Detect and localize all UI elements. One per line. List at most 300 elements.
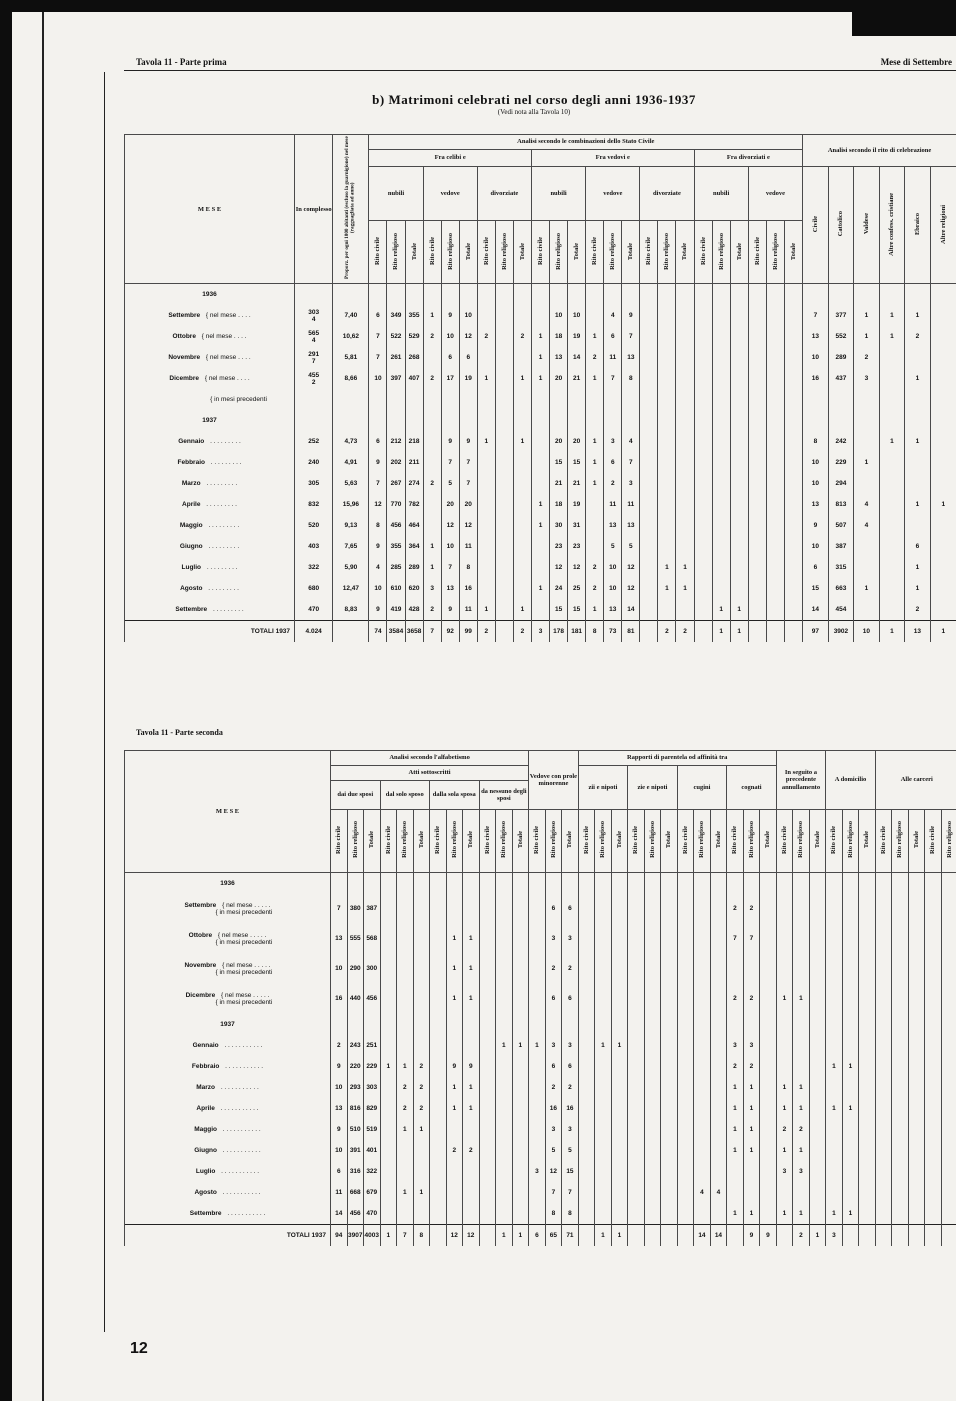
t2-value-cell: 2 bbox=[727, 1056, 744, 1077]
t2-value-cell: 2 bbox=[413, 1098, 430, 1119]
t2-leaf-rito-religioso-text: Rito religioso bbox=[896, 821, 904, 859]
t2-value-cell bbox=[479, 1119, 496, 1140]
t1-value-cell bbox=[766, 452, 784, 473]
t1-leaf-totale bbox=[730, 221, 748, 284]
document-page bbox=[12, 12, 956, 1401]
t1-value-cell bbox=[676, 326, 694, 347]
t1-value-cell: 4 bbox=[622, 431, 640, 452]
t1-value-cell bbox=[784, 473, 802, 494]
t1-value-cell: 1 bbox=[477, 368, 495, 389]
t1-empty-cell bbox=[477, 389, 495, 410]
t1-value-cell: 1 bbox=[423, 305, 441, 326]
t2-leaf-rito-religioso-text: Rito religioso bbox=[648, 821, 656, 859]
t1-leaf-rito-religioso-text: Rito religioso bbox=[717, 232, 725, 270]
t2-value-cell bbox=[892, 1203, 909, 1225]
t1-sub-nubili: nubili bbox=[531, 167, 585, 221]
t2-value-cell bbox=[496, 1140, 513, 1161]
page-number: 12 bbox=[130, 1340, 148, 1357]
t1-value-cell: 9 bbox=[369, 452, 387, 473]
t1-totals-cell bbox=[766, 621, 784, 643]
t2-value-cell bbox=[760, 954, 777, 984]
t2-leaf-totale-text: Totale bbox=[417, 831, 425, 849]
t2-leaf-rito-civile bbox=[727, 810, 744, 873]
t2-value-cell bbox=[595, 1056, 612, 1077]
t1-value-cell: 18 bbox=[550, 494, 568, 515]
t1-value-cell bbox=[477, 305, 495, 326]
t2-value-cell bbox=[628, 954, 645, 984]
t2-value-cell bbox=[925, 1098, 942, 1119]
t2-empty-cell bbox=[397, 1014, 414, 1035]
t1-value-cell bbox=[513, 452, 531, 473]
t2-value-cell: 16 bbox=[545, 1098, 562, 1119]
t1-rito-value-cell: 6 bbox=[803, 557, 829, 578]
t1-value-cell bbox=[658, 515, 676, 536]
t1-value-cell bbox=[640, 578, 658, 599]
t2-value-cell bbox=[595, 1119, 612, 1140]
t1-value-cell bbox=[676, 452, 694, 473]
t2-value-cell bbox=[677, 924, 694, 954]
t2-value-cell bbox=[430, 1161, 447, 1182]
t1-value-cell: 2 bbox=[477, 326, 495, 347]
t2-leaf-totale bbox=[859, 810, 876, 873]
t1-rito-ebraico-text: Ebraico bbox=[913, 212, 921, 236]
t2-empty-cell bbox=[809, 1014, 826, 1035]
t1-value-cell bbox=[694, 326, 712, 347]
t2-leaf-totale bbox=[512, 810, 529, 873]
t2-value-cell bbox=[512, 1098, 529, 1119]
t2-leaf-rito-civile bbox=[826, 810, 843, 873]
t2-value-cell bbox=[380, 1140, 397, 1161]
t2-value-cell bbox=[694, 1140, 711, 1161]
t1-value-cell bbox=[766, 557, 784, 578]
t1-value-cell bbox=[531, 473, 549, 494]
t1-empty-cell bbox=[730, 284, 748, 306]
t2-empty-cell bbox=[413, 873, 430, 895]
t2-leaf-rito-religioso-text: Rito religioso bbox=[351, 821, 359, 859]
t2-value-cell bbox=[595, 954, 612, 984]
t2-value-cell: 1 bbox=[826, 1098, 843, 1119]
t2-leaf-rito-civile-text: Rito civile bbox=[681, 825, 689, 854]
t2-value-cell bbox=[644, 1140, 661, 1161]
t1-value-cell bbox=[513, 494, 531, 515]
t1-totals-rito-cell: 10 bbox=[854, 621, 880, 643]
t2-month-name: Settembre bbox=[189, 1209, 222, 1217]
t2-value-cell: 1 bbox=[463, 984, 480, 1014]
scan-border-corner bbox=[852, 12, 956, 36]
t2-value-cell bbox=[875, 1161, 892, 1182]
t2-value-cell bbox=[875, 894, 892, 924]
t2-value-cell bbox=[694, 1203, 711, 1225]
t2-value-cell bbox=[628, 894, 645, 924]
t2-value-cell: 1 bbox=[743, 1119, 760, 1140]
t2-value-cell bbox=[925, 984, 942, 1014]
t2-value-cell: 3 bbox=[545, 1035, 562, 1056]
t1-value-cell bbox=[513, 536, 531, 557]
t2-value-cell bbox=[826, 894, 843, 924]
t2-value-cell: 293 bbox=[347, 1077, 364, 1098]
t1-value-cell: 2 bbox=[423, 326, 441, 347]
t2-value-cell: 2 bbox=[331, 1035, 348, 1056]
t2-value-cell bbox=[595, 1098, 612, 1119]
t2-leaf-rito-religioso-text: Rito religioso bbox=[846, 821, 854, 859]
t1-data-row bbox=[125, 578, 956, 599]
t1-value-cell: 1 bbox=[586, 452, 604, 473]
t1-value-cell: 355 bbox=[387, 536, 405, 557]
t2-month-dots: . . . . . . . . . . . bbox=[223, 1062, 264, 1070]
t2-value-cell bbox=[793, 894, 810, 924]
t1-value-cell: 12 bbox=[568, 557, 586, 578]
header-left: Tavola 11 - Parte prima bbox=[136, 57, 227, 67]
t1-value-cell bbox=[730, 368, 748, 389]
t2-value-cell: 6 bbox=[562, 1056, 579, 1077]
t1-leaf-rito-civile bbox=[369, 221, 387, 284]
t2-empty-cell bbox=[529, 873, 546, 895]
t2-value-cell: 2 bbox=[743, 1056, 760, 1077]
t2-value-cell bbox=[413, 1140, 430, 1161]
t1-value-cell: 15 bbox=[550, 599, 568, 621]
t2-value-cell bbox=[380, 894, 397, 924]
t1-value-cell: 9 bbox=[622, 305, 640, 326]
t2-value-cell bbox=[628, 984, 645, 1014]
t1-rito-value-cell bbox=[930, 305, 956, 326]
t2-value-cell bbox=[776, 1182, 793, 1203]
t2-data-row bbox=[125, 1161, 956, 1182]
t1-value-cell bbox=[495, 368, 513, 389]
t2-value-cell bbox=[578, 1161, 595, 1182]
t2-value-cell: 1 bbox=[727, 1077, 744, 1098]
t2-month-sub: { nel mese . . . . . bbox=[216, 931, 267, 939]
t2-value-cell: 4 bbox=[710, 1182, 727, 1203]
t1-leaf-rito-civile-text: Rito civile bbox=[753, 237, 761, 266]
t2-value-cell bbox=[760, 894, 777, 924]
t1-empty-cell bbox=[622, 284, 640, 306]
t1-empty-cell bbox=[387, 410, 405, 431]
t2-value-cell: 8 bbox=[562, 1203, 579, 1225]
t1-in-complesso-value: 322 bbox=[295, 557, 333, 578]
t1-value-cell: 2 bbox=[423, 368, 441, 389]
t1-value-cell: 17 bbox=[441, 368, 459, 389]
t2-leaf-rito-religioso bbox=[941, 810, 956, 873]
t2-value-cell bbox=[710, 1161, 727, 1182]
t2-value-cell bbox=[908, 1119, 925, 1140]
t1-rito-value-cell bbox=[905, 515, 931, 536]
t2-empty-cell bbox=[512, 1014, 529, 1035]
t2-value-cell bbox=[611, 1140, 628, 1161]
t1-in-complesso-value: 240 bbox=[295, 452, 333, 473]
t1-value-cell: 2 bbox=[423, 599, 441, 621]
t1-value-cell bbox=[712, 326, 730, 347]
t2-empty-cell bbox=[644, 873, 661, 895]
t2-sub-sola-sposa: dalla sola sposa bbox=[430, 781, 480, 810]
t1-value-cell: 1 bbox=[730, 599, 748, 621]
t2-month-name: Febbraio bbox=[191, 1062, 220, 1070]
t1-value-cell bbox=[766, 494, 784, 515]
t1-rito-value-cell bbox=[930, 452, 956, 473]
t1-value-cell: 6 bbox=[604, 326, 622, 347]
t2-value-cell bbox=[380, 1098, 397, 1119]
t2-value-cell: 9 bbox=[446, 1056, 463, 1077]
t2-value-cell: 10 bbox=[331, 954, 348, 984]
t2-value-cell bbox=[512, 1161, 529, 1182]
t2-value-cell bbox=[776, 894, 793, 924]
t1-in-complesso-value: 252 bbox=[295, 431, 333, 452]
t2-value-cell bbox=[479, 1161, 496, 1182]
t1-rito-value-cell bbox=[905, 347, 931, 368]
t2-totals-cell bbox=[727, 1225, 744, 1247]
t2-empty-cell bbox=[545, 1014, 562, 1035]
t1-rito-value-cell bbox=[930, 473, 956, 494]
t2-totals-cell bbox=[628, 1225, 645, 1247]
t1-value-cell bbox=[748, 347, 766, 368]
t1-value-cell: 1 bbox=[513, 599, 531, 621]
t1-value-cell bbox=[784, 578, 802, 599]
t2-value-cell bbox=[859, 1203, 876, 1225]
t2-month-cell bbox=[125, 1056, 331, 1077]
t1-proporzione-value: 10,62 bbox=[333, 326, 369, 347]
t2-value-cell bbox=[859, 1161, 876, 1182]
t1-value-cell: 20 bbox=[568, 431, 586, 452]
t1-value-cell: 1 bbox=[513, 431, 531, 452]
t1-value-cell: 285 bbox=[387, 557, 405, 578]
t2-empty-cell bbox=[809, 873, 826, 895]
t2-value-cell bbox=[925, 954, 942, 984]
t2-empty-cell bbox=[842, 873, 859, 895]
t1-value-cell: 1 bbox=[423, 536, 441, 557]
t2-value-cell bbox=[661, 894, 678, 924]
t1-data-row bbox=[125, 452, 956, 473]
t2-value-cell bbox=[925, 1077, 942, 1098]
t2-value-cell: 1 bbox=[463, 1098, 480, 1119]
t1-empty-cell bbox=[712, 410, 730, 431]
t2-value-cell bbox=[859, 954, 876, 984]
t1-leaf-totale bbox=[513, 221, 531, 284]
t2-value-cell: 1 bbox=[446, 984, 463, 1014]
t1-value-cell bbox=[477, 536, 495, 557]
t1-leaf-rito-religioso-text: Rito religioso bbox=[392, 232, 400, 270]
t2-value-cell bbox=[842, 954, 859, 984]
t2-value-cell bbox=[908, 894, 925, 924]
t2-month-dots: . . . . . . . . . . . bbox=[222, 1041, 263, 1049]
t1-value-cell: 9 bbox=[459, 431, 477, 452]
t2-empty-cell bbox=[628, 873, 645, 895]
t1-value-cell bbox=[640, 326, 658, 347]
t2-empty-cell bbox=[512, 873, 529, 895]
t2-empty-cell bbox=[710, 873, 727, 895]
t1-sub-nubili: nubili bbox=[694, 167, 748, 221]
t1-rito-value-cell bbox=[930, 368, 956, 389]
t1-value-cell: 6 bbox=[441, 347, 459, 368]
t1-rito-value-cell bbox=[854, 536, 880, 557]
t1-empty-cell bbox=[550, 410, 568, 431]
t2-sub-zii-nipoti: zii e nipoti bbox=[578, 766, 628, 810]
t2-totals-row bbox=[125, 1225, 956, 1247]
t1-leaf-rito-religioso-text: Rito religioso bbox=[771, 232, 779, 270]
t2-value-cell bbox=[661, 954, 678, 984]
t1-month-dots: . . . . . . . . . bbox=[208, 438, 241, 446]
t2-value-cell bbox=[941, 894, 956, 924]
t1-rito-value-cell bbox=[930, 557, 956, 578]
t1-rito-value-cell bbox=[854, 473, 880, 494]
t1-month-name: Giugno bbox=[179, 543, 203, 551]
t2-empty-cell bbox=[694, 873, 711, 895]
t2-value-cell bbox=[529, 1098, 546, 1119]
t1-totals-cell: 81 bbox=[622, 621, 640, 643]
t1-value-cell bbox=[694, 368, 712, 389]
t2-leaf-totale-text: Totale bbox=[467, 831, 475, 849]
table-parte-seconda bbox=[124, 750, 956, 1246]
t2-value-cell bbox=[875, 1182, 892, 1203]
t2-value-cell bbox=[760, 1056, 777, 1077]
t1-empty-cell bbox=[905, 410, 931, 431]
t2-totals-cell bbox=[776, 1225, 793, 1247]
t1-value-cell bbox=[748, 305, 766, 326]
t1-totals-cell bbox=[694, 621, 712, 643]
t1-leaf-rito-civile bbox=[748, 221, 766, 284]
t1-value-cell: 529 bbox=[405, 326, 423, 347]
t2-value-cell bbox=[661, 1161, 678, 1182]
t1-month-cell bbox=[125, 599, 295, 621]
t1-value-cell bbox=[712, 305, 730, 326]
t1-data-row bbox=[125, 494, 956, 515]
t2-value-cell bbox=[826, 1182, 843, 1203]
t2-leaf-totale bbox=[611, 810, 628, 873]
t1-rito-value-cell: 8 bbox=[803, 431, 829, 452]
t2-value-cell: 3 bbox=[776, 1161, 793, 1182]
t2-empty-cell bbox=[776, 1014, 793, 1035]
t1-empty-cell bbox=[423, 410, 441, 431]
t2-leaf-rito-religioso bbox=[842, 810, 859, 873]
t2-value-cell bbox=[842, 894, 859, 924]
t2-value-cell bbox=[446, 1035, 463, 1056]
t2-value-cell: 1 bbox=[397, 1182, 414, 1203]
t2-value-cell bbox=[925, 1161, 942, 1182]
t1-totals-cell: 2 bbox=[676, 621, 694, 643]
t1-value-cell: 14 bbox=[568, 347, 586, 368]
t2-value-cell bbox=[941, 1203, 956, 1225]
t1-value-cell bbox=[495, 536, 513, 557]
t2-value-cell bbox=[529, 1203, 546, 1225]
t1-leaf-rito-religioso bbox=[712, 221, 730, 284]
t2-value-cell bbox=[512, 924, 529, 954]
t2-empty-cell bbox=[380, 1014, 397, 1035]
t1-data-row bbox=[125, 473, 956, 494]
t2-totals-cell: 14 bbox=[710, 1225, 727, 1247]
t2-leaf-rito-religioso bbox=[892, 810, 909, 873]
t1-value-cell bbox=[694, 431, 712, 452]
t1-rito-civile-text: Civile bbox=[811, 215, 819, 233]
t2-value-cell bbox=[595, 1161, 612, 1182]
t1-value-cell bbox=[676, 515, 694, 536]
t1-rito-value-cell bbox=[930, 515, 956, 536]
t2-value-cell bbox=[529, 984, 546, 1014]
t1-value-cell bbox=[694, 347, 712, 368]
t2-totals-cell: 3907 bbox=[347, 1225, 364, 1247]
t1-leaf-rito-civile-text: Rito civile bbox=[536, 237, 544, 266]
t2-sub-cugini: cugini bbox=[677, 766, 727, 810]
t2-leaf-rito-religioso bbox=[595, 810, 612, 873]
t2-value-cell bbox=[859, 1140, 876, 1161]
t1-value-cell bbox=[586, 515, 604, 536]
t2-totals-cell: 6 bbox=[529, 1225, 546, 1247]
t2-empty-cell bbox=[644, 1014, 661, 1035]
t2-value-cell bbox=[578, 1077, 595, 1098]
t2-value-cell bbox=[628, 1140, 645, 1161]
t2-empty-cell bbox=[760, 1014, 777, 1035]
t1-value-cell bbox=[676, 431, 694, 452]
t1-year-row bbox=[125, 410, 956, 431]
t2-value-cell bbox=[496, 1182, 513, 1203]
t2-leaf-rito-civile bbox=[776, 810, 793, 873]
t1-month-name: Agosto bbox=[180, 585, 203, 593]
t1-value-cell: 16 bbox=[459, 578, 477, 599]
t1-data-row bbox=[125, 557, 956, 578]
t2-value-cell bbox=[397, 1161, 414, 1182]
t1-value-cell: 10 bbox=[604, 578, 622, 599]
t2-value-cell bbox=[512, 1182, 529, 1203]
t1-in-complesso-value bbox=[295, 347, 333, 368]
t1-value-cell bbox=[766, 599, 784, 621]
t1-value-cell: 1 bbox=[531, 515, 549, 536]
t2-leaf-totale-text: Totale bbox=[863, 831, 871, 849]
t1-value-cell: 10 bbox=[550, 305, 568, 326]
t2-value-cell: 5 bbox=[545, 1140, 562, 1161]
header-right: Mese di Settembre bbox=[880, 57, 952, 67]
t1-rito-value-cell: 1 bbox=[879, 431, 905, 452]
t2-data-row bbox=[125, 1098, 956, 1119]
t2-value-cell bbox=[875, 984, 892, 1014]
t2-value-cell bbox=[826, 1140, 843, 1161]
t2-year-label: 1936 bbox=[125, 873, 331, 895]
t1-month-cell bbox=[125, 431, 295, 452]
part2-title: Tavola 11 - Parte seconda bbox=[136, 728, 223, 737]
t1-value-cell: 10 bbox=[604, 557, 622, 578]
t1-value-cell: 12 bbox=[622, 557, 640, 578]
t2-leaf-rito-religioso bbox=[743, 810, 760, 873]
t1-rito-value-cell: 1 bbox=[879, 305, 905, 326]
t1-value-cell bbox=[748, 557, 766, 578]
t2-value-cell bbox=[760, 924, 777, 954]
t1-in-complesso-value: 520 bbox=[295, 515, 333, 536]
t1-empty-cell bbox=[784, 389, 802, 410]
t1-sub-nubili: nubili bbox=[369, 167, 423, 221]
t1-leaf-totale-text: Totale bbox=[573, 242, 581, 260]
t2-value-cell: 1 bbox=[793, 1203, 810, 1225]
page-title: b) Matrimoni celebrati nel corso degli anni 1936-1937 bbox=[372, 92, 696, 107]
t2-value-cell bbox=[941, 1098, 956, 1119]
t1-totals-cell: 3658 bbox=[405, 621, 423, 643]
t2-empty-cell bbox=[496, 1014, 513, 1035]
t1-value-cell: 14 bbox=[622, 599, 640, 621]
t1-value-cell: 13 bbox=[622, 347, 640, 368]
t1-totals-label: TOTALI 1937 bbox=[125, 621, 295, 643]
t1-leaf-rito-civile-text: Rito civile bbox=[645, 237, 653, 266]
t2-totals-cell bbox=[941, 1225, 956, 1247]
t2-value-cell bbox=[479, 1182, 496, 1203]
t2-value-cell bbox=[875, 1035, 892, 1056]
t1-empty-cell bbox=[295, 389, 333, 410]
t2-value-cell bbox=[611, 1182, 628, 1203]
t1-value-cell: 7 bbox=[604, 368, 622, 389]
t1-month-name: Gennaio bbox=[178, 438, 205, 446]
t2-value-cell bbox=[479, 924, 496, 954]
t1-value-cell: 20 bbox=[550, 431, 568, 452]
t2-value-cell bbox=[496, 1203, 513, 1225]
t2-value-cell bbox=[644, 1119, 661, 1140]
t1-empty-cell bbox=[694, 389, 712, 410]
t2-value-cell bbox=[694, 924, 711, 954]
t2-value-cell: 9 bbox=[331, 1056, 348, 1077]
t1-value-cell bbox=[730, 305, 748, 326]
